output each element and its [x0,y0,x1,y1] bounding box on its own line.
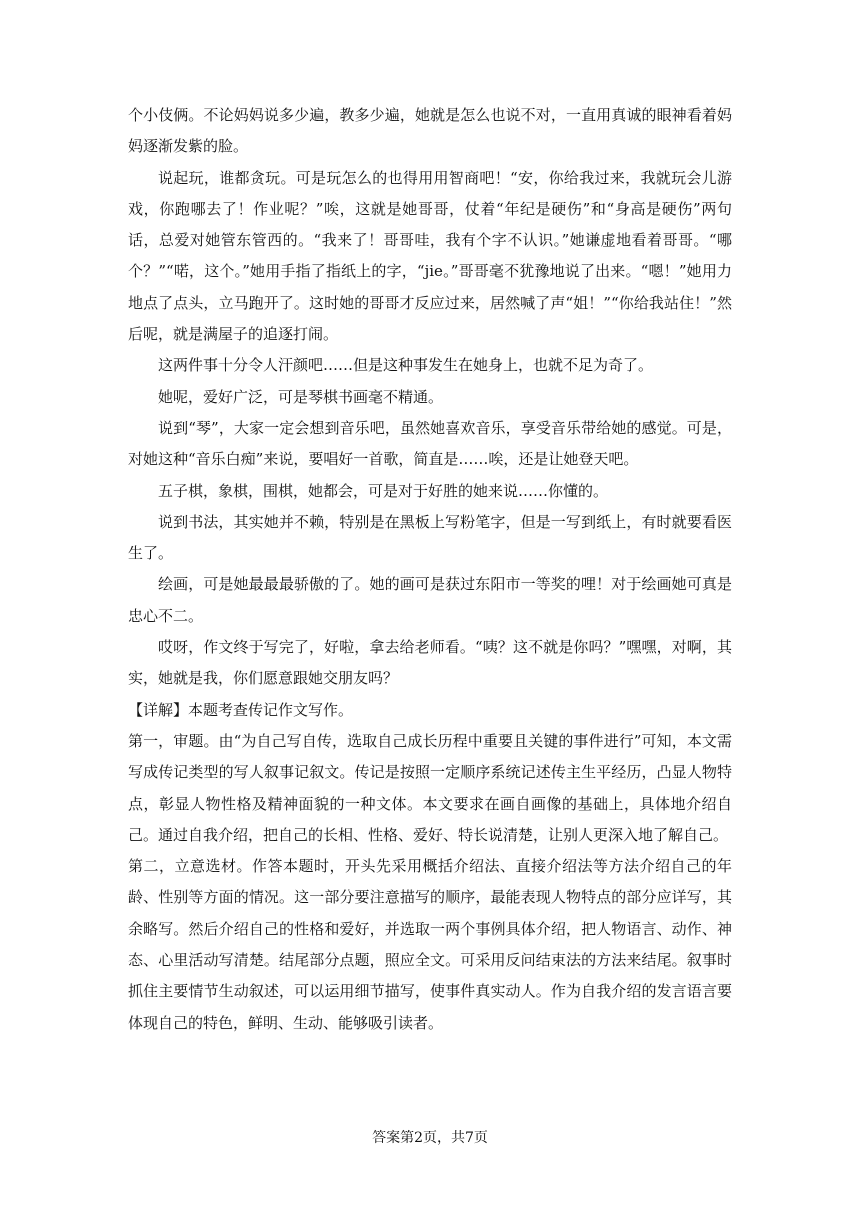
paragraph-summary: 这两件事十分令人汗颜吧……但是这种事发生在她身上，也就不足为奇了。 [158,356,654,375]
explanation-step-two: 第二，立意选材。作答本题时，开头先采用概括介绍法、直接介绍法等方法介绍自己的年龄、性别等方面的情况。这一部分要注意描写的顺序，最能表现人物特点的部分应详写，其余略写。然后介绍自己的性格和爱好，并选取一两个事例具体介绍，把人物语言、动作、神态、心里活动写清楚。结尾部分点题，照应全文。可采用反问结束法的方法来结尾。叙事时抓住主要情节生动叙述，可以运用细节描写，使事件真实动人。作为自我介绍的发言语言要体现自己的特色，鲜明、生动、能够吸引读者。 [128,857,732,1032]
paragraph-playing-story: 说起玩，谁都贪玩。可是玩怎么的也得用用智商吧！“安，你给我过来，我就玩会儿游戏，你跑哪去了！作业呢？”唉，这就是她哥哥，仗着“年纪是硬伤”和“身高是硬伤”两句话，总爱对她管东管西的。“我来了！哥哥哇，我有个字不认识。”她谦虚地看着哥哥。“哪个？”“喏，这个。”她用手指了指纸上的字，“jie。”哥哥毫不犹豫地说了出来。“嗯！”她用力地点了点头，立马跑开了。这时她的哥哥才反应过来，居然喊了声“姐！”“你给我站住！”然后呢，就是满屋子的追逐打闹。 [128,168,732,344]
page-number-label: 答案第2页，共7页 [372,1130,488,1146]
explanation-step-one: 第一，审题。由“为自己写自传，选取自己成长历程中重要且关键的事件进行”可知，本文需写成传记类型的写人叙事记叙文。传记是按照一定顺序系统记述传主生平经历，凸显人物特点，彰显人物性格及精神面貌的一种文体。本文要求在画自画像的基础上，具体地介绍自己。通过自我介绍，把自己的长相、性格、爱好、特长说清楚，让别人更深入地了解自己。 [128,731,732,844]
paragraph-hobbies: 她呢，爱好广泛，可是琴棋书画毫不精通。 [158,387,444,406]
paragraph-calligraphy: 说到书法，其实她并不赖，特别是在黑板上写粉笔字，但是一写到纸上，有时就要看医生了。 [128,512,732,563]
paragraph-music: 说到“琴”，大家一定会想到音乐吧，虽然她喜欢音乐，享受音乐带给她的感觉。可是，对她这种“音乐白痴”来说，要唱好一首歌，简直是……唉，还是让她登天吧。 [128,418,732,469]
paragraph-painting: 绘画，可是她最最最骄傲的了。她的画可是获过东阳市一等奖的哩！对于绘画她可真是忠心不二。 [128,575,732,625]
paragraph-chess: 五子棋，象棋，围棋，她都会，可是对于好胜的她来说……你懂的。 [158,481,609,500]
page-footer [0,1128,860,1148]
explanation-heading: 【详解】本题考查传记作文写作。 [128,700,354,719]
paragraph-ending: 哎呀，作文终于写完了，好啦，拿去给老师看。“咦？这不就是你吗？”嘿嘿，对啊，其实，她就是我，你们愿意跟她交朋友吗？ [128,638,732,688]
essay-body [128,100,732,1039]
paragraph-continuation: 个小伎俩。不论妈妈说多少遍，教多少遍，她就是怎么也说不对，一直用真诚的眼神看着妈妈逐渐发紫的脸。 [128,106,732,156]
